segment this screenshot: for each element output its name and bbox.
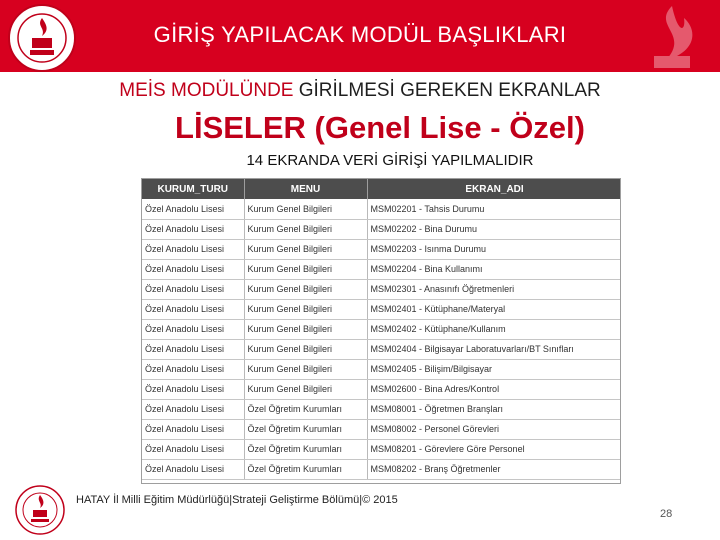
cell-ekran-adi: MSM08001 - Öğretmen Branşları [367,399,621,419]
cell-menu: Kurum Genel Bilgileri [244,359,367,379]
table-row [142,359,621,379]
cell-menu: Özel Öğretim Kurumları [244,459,367,479]
cell-ekran-adi: MSM02204 - Bina Kullanımı [367,259,621,279]
table-row [142,339,621,359]
column-header-menu: MENU [244,179,367,199]
table-row [142,259,621,279]
cell-ekran-adi: MSM02401 - Kütüphane/Materyal [367,299,621,319]
cell-menu: Kurum Genel Bilgileri [244,319,367,339]
cell-ekran-adi: MSM02404 - Bilgisayar Laboratuvarları/BT Sınıfları [367,339,621,359]
table-row [142,459,621,479]
screens-table [141,178,621,484]
cell-kurum-turu: Özel Anadolu Lisesi [142,439,244,459]
table-header-row [142,179,621,199]
table-row [142,399,621,419]
cell-kurum-turu: Özel Anadolu Lisesi [142,379,244,399]
cell-menu: Kurum Genel Bilgileri [244,259,367,279]
cell-kurum-turu: Özel Anadolu Lisesi [142,399,244,419]
section-heading: LİSELER (Genel Lise - Özel) [175,110,585,145]
cell-kurum-turu: Özel Anadolu Lisesi [142,219,244,239]
cell-menu: Kurum Genel Bilgileri [244,299,367,319]
cell-menu: Kurum Genel Bilgileri [244,219,367,239]
table-row [142,199,621,219]
cell-kurum-turu: Özel Anadolu Lisesi [142,199,244,219]
ministry-seal-icon [14,484,66,536]
cell-menu: Özel Öğretim Kurumları [244,419,367,439]
cell-kurum-turu: Özel Anadolu Lisesi [142,299,244,319]
cell-ekran-adi: MSM08202 - Branş Öğretmenler [367,459,621,479]
table-row [142,299,621,319]
entry-note: 14 EKRANDA VERİ GİRİŞİ YAPILMALIDIR [246,152,534,169]
cell-ekran-adi: MSM08201 - Görevlere Göre Personel [367,439,621,459]
column-header-ekran-adi: EKRAN_ADI [367,179,621,199]
footer-credit: HATAY İl Milli Eğitim Müdürlüğü|Strateji Geliştirme Bölümü|© 2015 [76,494,398,506]
cell-ekran-adi: MSM02405 - Bilişim/Bilgisayar [367,359,621,379]
cell-kurum-turu: Özel Anadolu Lisesi [142,359,244,379]
cell-kurum-turu: Özel Anadolu Lisesi [142,259,244,279]
cell-menu: Kurum Genel Bilgileri [244,239,367,259]
table-row [142,239,621,259]
cell-menu: Kurum Genel Bilgileri [244,379,367,399]
cell-kurum-turu: Özel Anadolu Lisesi [142,319,244,339]
table-row [142,419,621,439]
cell-ekran-adi: MSM02203 - Isınma Durumu [367,239,621,259]
cell-ekran-adi: MSM02402 - Kütüphane/Kullanım [367,319,621,339]
subtitle-rest: GİRİLMESİ GEREKEN EKRANLAR [293,80,601,101]
table-row [142,219,621,239]
cell-ekran-adi: MSM08002 - Personel Görevleri [367,419,621,439]
table-row [142,319,621,339]
cell-kurum-turu: Özel Anadolu Lisesi [142,339,244,359]
cell-ekran-adi: MSM02600 - Bina Adres/Kontrol [367,379,621,399]
cell-ekran-adi: MSM02201 - Tahsis Durumu [367,199,621,219]
page-title: GİRİŞ YAPILACAK MODÜL BAŞLIKLARI [153,22,567,47]
cell-kurum-turu: Özel Anadolu Lisesi [142,279,244,299]
cell-menu: Kurum Genel Bilgileri [244,199,367,219]
table-row [142,439,621,459]
page-number: 28 [660,508,673,520]
cell-ekran-adi: MSM02202 - Bina Durumu [367,219,621,239]
cell-kurum-turu: Özel Anadolu Lisesi [142,419,244,439]
column-header-kurum-turu: KURUM_TURU [142,179,244,199]
cell-menu: Kurum Genel Bilgileri [244,279,367,299]
cell-menu: Kurum Genel Bilgileri [244,339,367,359]
table-row [142,379,621,399]
cell-menu: Özel Öğretim Kurumları [244,399,367,419]
subtitle [0,80,720,102]
cell-kurum-turu: Özel Anadolu Lisesi [142,239,244,259]
subtitle-accent: MEİS MODÜLÜNDE [119,80,294,101]
cell-ekran-adi: MSM02301 - Anasınıfı Öğretmenleri [367,279,621,299]
ministry-seal-icon [6,2,78,74]
flame-icon [632,4,712,70]
cell-kurum-turu: Özel Anadolu Lisesi [142,459,244,479]
cell-menu: Özel Öğretim Kurumları [244,439,367,459]
table-row [142,279,621,299]
